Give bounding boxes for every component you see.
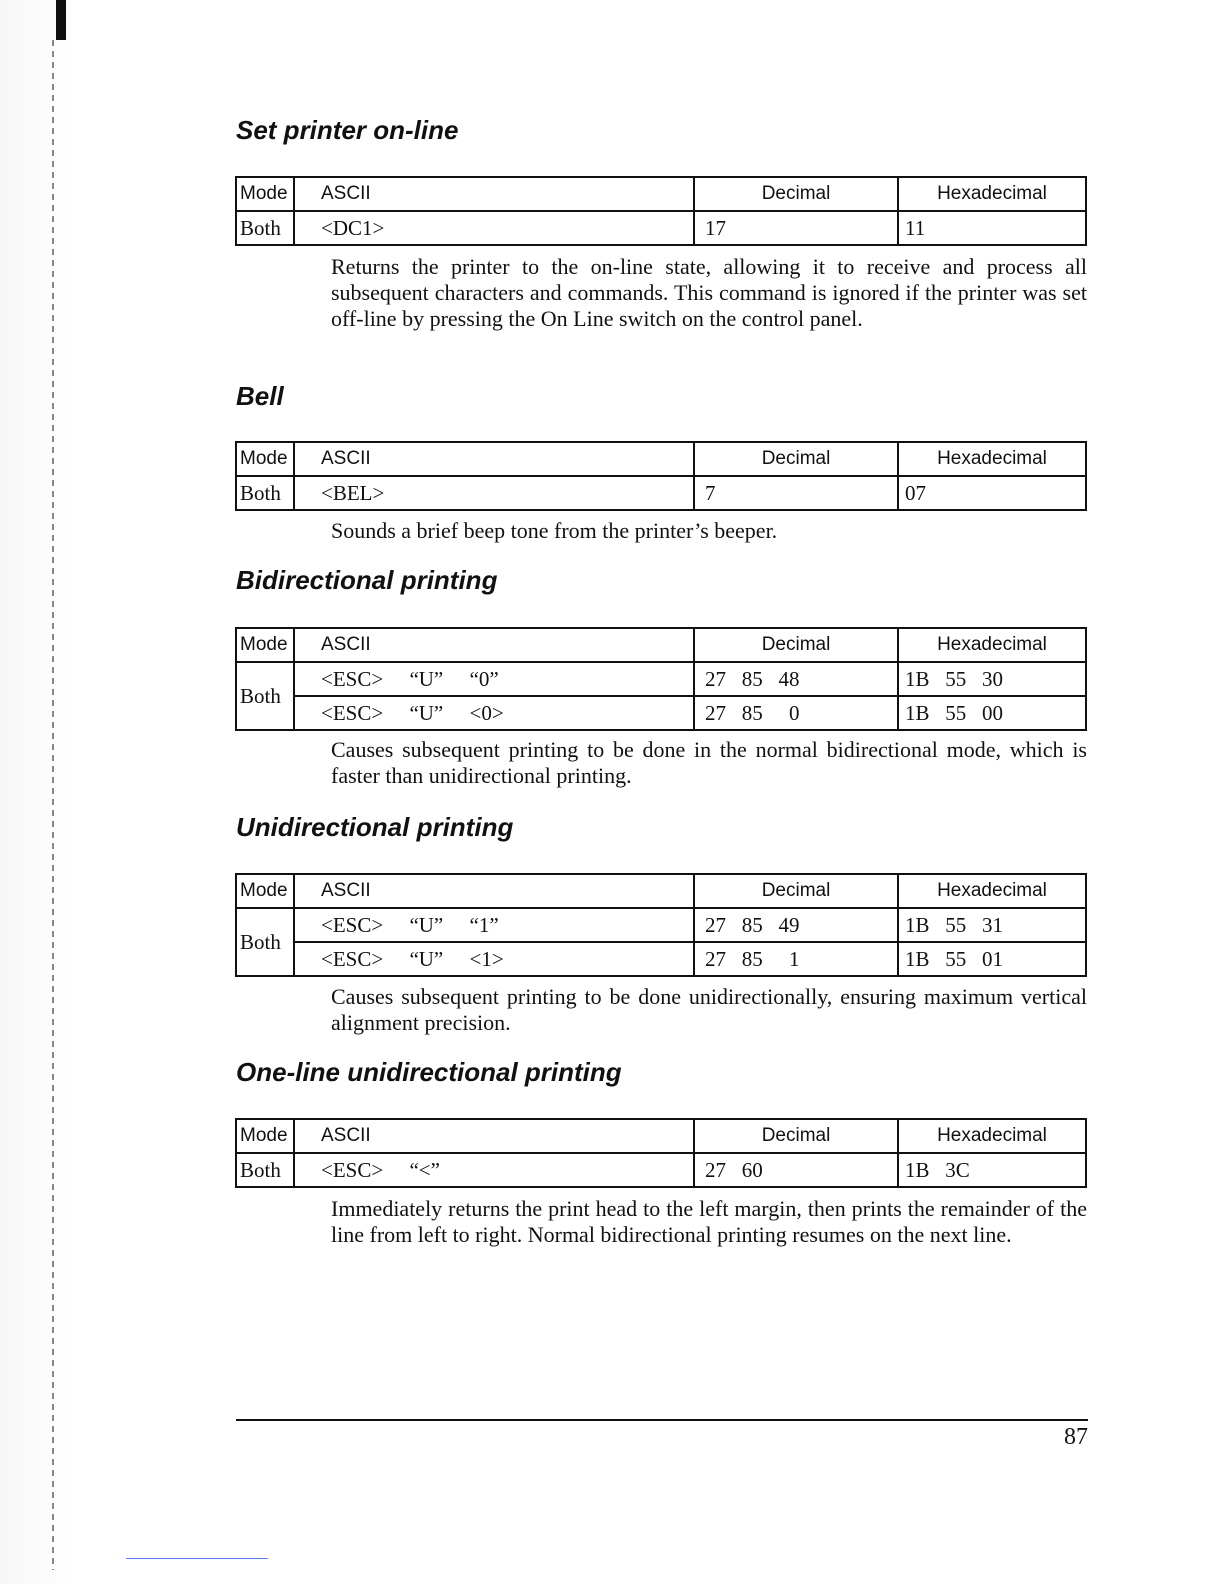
command-table-set-printer-online bbox=[235, 176, 1087, 246]
decimal-cell: 17 bbox=[694, 211, 898, 245]
description-bidirectional-printing: Causes subsequent printing to be done in the normal bidirectional mode, which is faster than unidirectional printing. bbox=[331, 737, 1087, 788]
header-mode: Mode bbox=[236, 874, 294, 908]
section-title-set-printer-online: Set printer on-line bbox=[236, 115, 459, 145]
header-mode: Mode bbox=[236, 628, 294, 662]
table-row bbox=[236, 1153, 1086, 1187]
hex-cell: 1B 55 31 bbox=[898, 908, 1086, 942]
description-bell: Sounds a brief beep tone from the printer’s beeper. bbox=[331, 518, 778, 543]
decimal-cell: 27 60 bbox=[694, 1153, 898, 1187]
header-hexadecimal: Hexadecimal bbox=[898, 442, 1086, 476]
table-header-row bbox=[236, 177, 1086, 211]
header-ascii: ASCII bbox=[294, 1119, 694, 1153]
mode-cell: Both bbox=[236, 662, 294, 730]
section-title-unidirectional-printing: Unidirectional printing bbox=[236, 812, 514, 842]
ascii-cell: <ESC> “U” <1> bbox=[294, 942, 694, 976]
ascii-cell: <ESC> “U” <0> bbox=[294, 696, 694, 730]
header-ascii: ASCII bbox=[294, 442, 694, 476]
table-header-row bbox=[236, 442, 1086, 476]
ascii-cell: <DC1> bbox=[294, 211, 694, 245]
command-table-bell bbox=[235, 441, 1087, 511]
description-set-printer-online: Returns the printer to the on-line state, allowing it to receive and process all subsequent characters and commands. This command is ignored if the printer was set off-line by pressing the On Line switch on the control panel. bbox=[331, 254, 1087, 331]
footer-rule bbox=[236, 1419, 1088, 1421]
table-header-row bbox=[236, 874, 1086, 908]
section-title-one-line-unidirectional-printing: One-line unidirectional printing bbox=[236, 1057, 622, 1087]
mode-cell: Both bbox=[236, 1153, 294, 1187]
section-title-bell: Bell bbox=[236, 381, 284, 411]
page-binding-edge bbox=[0, 0, 72, 1584]
decimal-cell: 27 85 49 bbox=[694, 908, 898, 942]
header-hexadecimal: Hexadecimal bbox=[898, 177, 1086, 211]
hex-cell: 1B 55 01 bbox=[898, 942, 1086, 976]
table-header-row bbox=[236, 1119, 1086, 1153]
page-number: 87 bbox=[1064, 1424, 1088, 1450]
mode-cell: Both bbox=[236, 211, 294, 245]
header-hexadecimal: Hexadecimal bbox=[898, 1119, 1086, 1153]
description-unidirectional-printing: Causes subsequent printing to be done unidirectionally, ensuring maximum vertical alignment precision. bbox=[331, 984, 1087, 1035]
ascii-cell: <ESC> “U” “1” bbox=[294, 908, 694, 942]
header-decimal: Decimal bbox=[694, 1119, 898, 1153]
header-mode: Mode bbox=[236, 177, 294, 211]
ascii-cell: <ESC> “U” “0” bbox=[294, 662, 694, 696]
header-decimal: Decimal bbox=[694, 874, 898, 908]
table-row bbox=[236, 476, 1086, 510]
header-mode: Mode bbox=[236, 442, 294, 476]
section-title-bidirectional-printing: Bidirectional printing bbox=[236, 565, 498, 595]
hex-cell: 1B 3C bbox=[898, 1153, 1086, 1187]
mode-cell: Both bbox=[236, 476, 294, 510]
command-table-one-line-unidirectional-printing bbox=[235, 1118, 1087, 1188]
decimal-cell: 7 bbox=[694, 476, 898, 510]
scan-artifact-line bbox=[126, 1558, 268, 1559]
header-hexadecimal: Hexadecimal bbox=[898, 874, 1086, 908]
decimal-cell: 27 85 0 bbox=[694, 696, 898, 730]
header-decimal: Decimal bbox=[694, 628, 898, 662]
command-table-unidirectional-printing bbox=[235, 873, 1087, 977]
table-row bbox=[236, 908, 1086, 942]
command-table-bidirectional-printing bbox=[235, 627, 1087, 731]
decimal-cell: 27 85 48 bbox=[694, 662, 898, 696]
table-row bbox=[236, 696, 1086, 730]
header-ascii: ASCII bbox=[294, 628, 694, 662]
table-row bbox=[236, 942, 1086, 976]
table-row bbox=[236, 211, 1086, 245]
hex-cell: 07 bbox=[898, 476, 1086, 510]
header-decimal: Decimal bbox=[694, 442, 898, 476]
header-hexadecimal: Hexadecimal bbox=[898, 628, 1086, 662]
binding-shadow bbox=[52, 40, 54, 1570]
ascii-cell: <BEL> bbox=[294, 476, 694, 510]
mode-cell: Both bbox=[236, 908, 294, 976]
header-ascii: ASCII bbox=[294, 177, 694, 211]
hex-cell: 1B 55 30 bbox=[898, 662, 1086, 696]
hex-cell: 1B 55 00 bbox=[898, 696, 1086, 730]
description-one-line-unidirectional-printing: Immediately returns the print head to the left margin, then prints the remainder of the line from left to right. Normal bidirectional printing resumes on the next line. bbox=[331, 1196, 1087, 1247]
hex-cell: 11 bbox=[898, 211, 1086, 245]
header-mode: Mode bbox=[236, 1119, 294, 1153]
table-row bbox=[236, 662, 1086, 696]
header-decimal: Decimal bbox=[694, 177, 898, 211]
ascii-cell: <ESC> “<” bbox=[294, 1153, 694, 1187]
table-header-row bbox=[236, 628, 1086, 662]
decimal-cell: 27 85 1 bbox=[694, 942, 898, 976]
binding-mark bbox=[56, 0, 66, 40]
header-ascii: ASCII bbox=[294, 874, 694, 908]
